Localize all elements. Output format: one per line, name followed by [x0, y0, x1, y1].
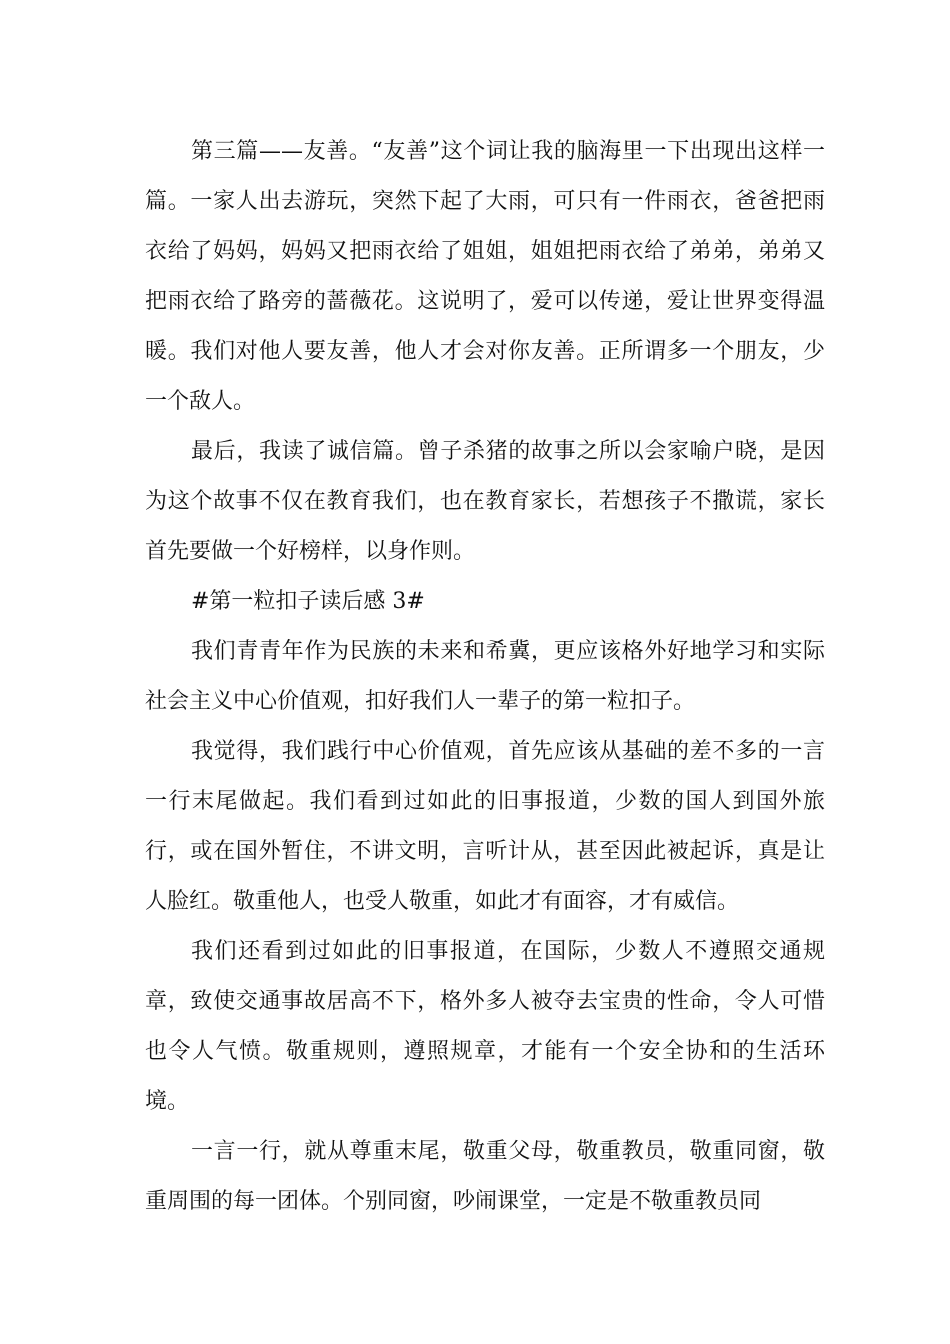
paragraph-honesty: 最后，我读了诚信篇。曾子杀猪的故事之所以会家喻户晓，是因为这个故事不仅在教育我们，也在教育家长，若想孩子不撒谎，家长首先要做一个好榜样，以身作则。	[145, 439, 825, 564]
section-heading: #第一粒扣子读后感 3#	[191, 589, 425, 614]
paragraph-traffic-rules: 我们还看到过如此的旧事报道，在国际，少数人不遵照交通规章，致使交通事故居高不下，格外多人被夺去宝贵的性命，令人可惜也令人气愤。敬重规则，遵照规章，才能有一个安全协和的生活环境。	[145, 939, 825, 1114]
paragraph-youth: 我们青青年作为民族的未来和希冀，更应该格外好地学习和实际社会主义中心价值观，扣好我们人一辈子的第一粒扣子。	[145, 639, 825, 714]
paragraph-friendliness: 第三篇——友善。“友善”这个词让我的脑海里一下出现出这样一篇。一家人出去游玩，突然下起了大雨，可只有一件雨衣，爸爸把雨衣给了妈妈，妈妈又把雨衣给了姐姐，姐姐把雨衣给了弟弟，弟弟又把雨衣给了路旁的蔷薇花。这说明了，爱可以传递，爱让世界变得温暖。我们对他人要友善，他人才会对你友善。正所谓多一个朋友，少一个敌人。	[145, 139, 825, 414]
document-body	[145, 127, 825, 1227]
paragraph-respect: 一言一行，就从尊重末尾，敬重父母，敬重教员，敬重同窗，敬重周围的每一团体。个别同窗，吵闹课堂，一定是不敬重教员同	[145, 1139, 825, 1214]
paragraph-core-values: 我觉得，我们践行中心价值观，首先应该从基础的差不多的一言一行末尾做起。我们看到过如此的旧事报道，少数的国人到国外旅行，或在国外暂住，不讲文明，言听计从，甚至因此被起诉，真是让人脸红。敬重他人，也受人敬重，如此才有面容，才有威信。	[145, 739, 825, 914]
